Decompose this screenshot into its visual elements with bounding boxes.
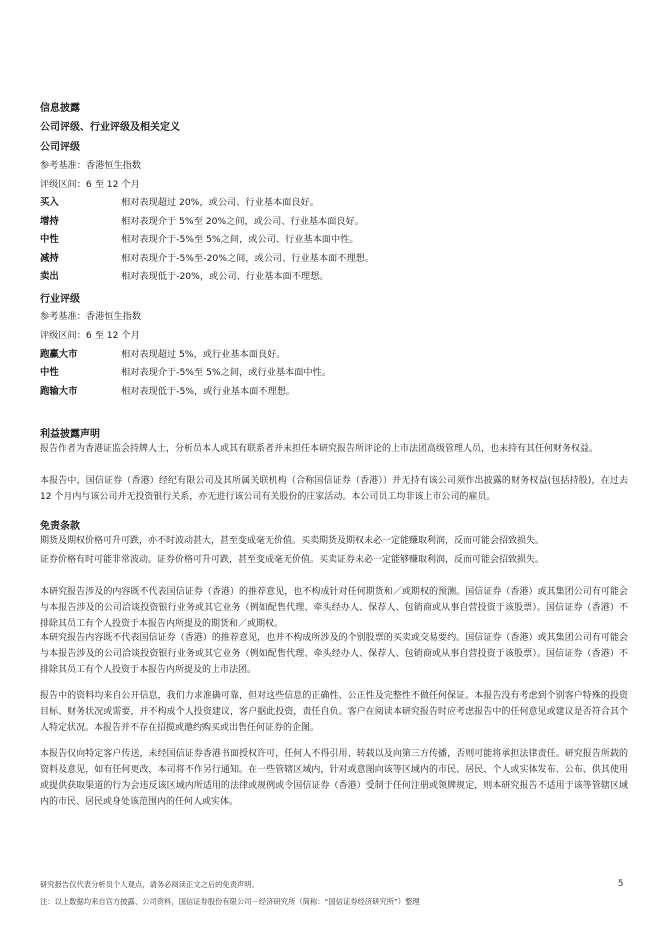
- rating-description: 相对表现超过 20%，或公司、行业基本面良好。: [121, 197, 319, 208]
- disclaimer-paragraph: 本研究报告内容既不代表国信证券（香港）的推荐意见，也并不构成所涉及的个别股票的买卖或交易要约。国信证券（香港）或其集团公司有可能会与本报告涉及的公司洽谈投资银行业务或其它业务（例如配售代理、牵头经办人、保荐人、包销商或从事自营投资于该股票）。国信证券（香港）不排除其员工有个人投资于本报告内所提及的上市法团。: [40, 633, 628, 675]
- industry-rating-heading: 行业评级: [40, 294, 80, 305]
- footer-disclaimer-note: 研究报告仅代表分析员个人观点，请务必阅读正文之后的免责声明。: [40, 880, 259, 889]
- rating-description: 相对表现介于-5%至 5%之间，或行业基本面中性。: [121, 367, 331, 378]
- rating-label: 买入: [40, 197, 59, 208]
- interest-paragraph: 报告作者为香港证监会持牌人士，分析员本人或其有联系者并未担任本研究报告所评论的上市法团高级管理人员，也未持有其任何财务权益。: [40, 444, 599, 454]
- disclaimer-heading: 免责条款: [40, 521, 80, 532]
- company-rating-period: 评级区间：6 至 12 个月: [40, 179, 140, 190]
- interest-paragraph: 本报告中，国信证券（香港）经纪有限公司及其所属关联机构（合称国信证券（香港））并无持有该公司须作出披露的财务权益(包括持股)，在过去 12 个月内与该公司并无投资银行关系，亦无进行该公司有关股份的庄家活动。本公司员工均非该上市公司的雇员。: [40, 476, 628, 502]
- rating-description: 相对表现低于-5%，或行业基本面不理想。: [121, 386, 296, 397]
- disclaimer-paragraph: 期货及期权价格可升可跌，亦不时波动甚大，甚至变成毫无价值。买卖期货及期权未必一定能赚取利润，反而可能会招致损失。: [40, 536, 545, 546]
- page-number: 5: [618, 879, 624, 889]
- rating-label: 减持: [40, 253, 59, 264]
- rating-label: 增持: [40, 216, 59, 227]
- rating-definitions-subtitle: 公司评级、行业评级及相关定义: [40, 122, 180, 133]
- rating-label: 中性: [40, 234, 59, 245]
- rating-description: 相对表现介于 5%至 20%之间，或公司、行业基本面良好。: [121, 216, 364, 227]
- disclaimer-paragraph: 报告中的资料均来自公开信息，我们力求准确可靠，但对这些信息的正确性、公正性及完整性不做任何保证。本报告没有考虑到个别客户特殊的投资目标、财务状况或需要，并不构成个人投资建议，客户据此投资，责任自负。客户在阅读本研究报告时应考虑报告中的任何意见或建议是否符合其个人特定状况。本报告并不存在招揽或邀约购买或出售任何证券的企图。: [40, 691, 628, 733]
- disclaimer-paragraph: 证券价格有时可能非常波动。证券价格可升可跌，甚至变成毫无价值。买卖证券未必一定能够赚取利润，反而可能会招致损失。: [40, 555, 545, 565]
- rating-description: 相对表现低于-20%，或公司、行业基本面不理想。: [121, 271, 329, 282]
- company-benchmark: 参考基准：香港恒生指数: [40, 160, 142, 171]
- disclosure-title: 信息披露: [40, 103, 80, 114]
- company-rating-heading: 公司评级: [40, 142, 80, 153]
- disclaimer-paragraph: 本研究报告涉及的内容既不代表国信证券（香港）的推荐意见，也不构成针对任何期货和／或期权的预测。国信证券（香港）或其集团公司有可能会与本报告涉及的公司洽谈投资银行业务或其它业务（例如配售代理、牵头经办人、保荐人、包销商或从事自营投资于该股票）。国信证券（香港）不排除其员工有个人投资于本报告内所提及的期货和／或期权。: [40, 587, 628, 629]
- rating-description: 相对表现介于-5%至-20%之间，或公司、行业基本面不理想。: [121, 253, 374, 264]
- rating-label: 中性: [40, 367, 59, 378]
- rating-label: 跑输大市: [40, 386, 78, 397]
- rating-description: 相对表现超过 5%，或行业基本面良好。: [121, 349, 286, 360]
- disclaimer-paragraph: 本报告仅向特定客户传送，未经国信证券香港书面授权许可，任何人不得引用、转载以及向第三方传播，否则可能将承担法律责任。研究报告所载的资料及意见，如有任何更改，本司将不作另行通知。在一些管辖区域内，针对或意图向该等区域内的市民、居民、个人或实体发布、公布、供其使用或提供获取渠道的行为会违反该区域内所适用的法律或规例或令国信证券（香港）受制于任何注册或领牌规定，则本研究报告不适用于该等管辖区域内的市民、居民或身处该范围内的任何人或实体。: [40, 749, 628, 807]
- rating-label: 卖出: [40, 271, 59, 282]
- industry-benchmark: 参考基准：香港恒生指数: [40, 311, 142, 322]
- interest-disclosure-heading: 利益披露声明: [40, 429, 100, 440]
- industry-rating-period: 评级区间：6 至 12 个月: [40, 330, 140, 341]
- rating-description: 相对表现介于-5%至 5%之间，或公司、行业基本面中性。: [121, 234, 359, 245]
- footer-source-note: 注：以上数据均来自官方披露、公司资料，国信证券股份有限公司－经济研究所（简称：“国信证券经济研究所”）整理: [40, 897, 420, 906]
- rating-label: 跑赢大市: [40, 349, 78, 360]
